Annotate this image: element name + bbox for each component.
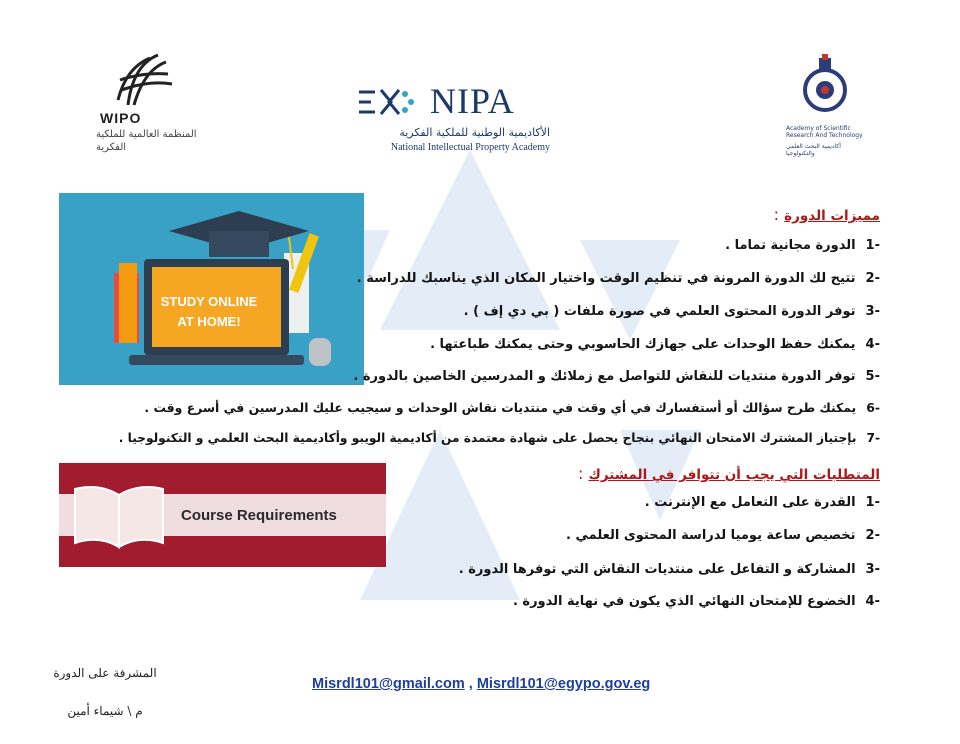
study-online-text: STUDY ONLINE AT HOME! bbox=[160, 294, 258, 329]
feature-item-7: -7بإجتياز المشترك الامتحان النهائي بنجاح يحصل على شهادة معتمدة من أكاديمية الويبو وأكاديمية البحث العلمي و التكنولوجيا . bbox=[118, 431, 880, 445]
requirement-item-1: -1القدرة على التعامل مع الإنترنت . bbox=[644, 495, 880, 510]
laptop-graduation-icon bbox=[59, 193, 364, 385]
requirement-item-4: -4الخضوع للإمتحان النهائي الذي يكون في نهاية الدورة . bbox=[512, 594, 880, 609]
feature-item-3: -3توفر الدورة المحتوى العلمي في صورة ملفات ( بي دي إف ) . bbox=[463, 304, 880, 319]
nipa-arabic-name: الأكاديمية الوطنية للملكية الفكرية bbox=[399, 126, 550, 139]
nipa-english-name: National Intellectual Property Academy bbox=[390, 142, 550, 153]
wipo-name: WIPO bbox=[100, 110, 142, 126]
wipo-globe-icon bbox=[88, 50, 208, 110]
email-link-gmail[interactable]: Misrdl101@gmail.com bbox=[312, 676, 465, 692]
feature-item-6: -6يمكنك طرح سؤالك أو أستفسارك في أي وقت في منتديات نقاش الوحدات و سيجيب عليك المدرسين في أسرع وقت . bbox=[144, 400, 880, 415]
asrt-emblem-icon bbox=[785, 52, 865, 122]
feature-item-2: -2تتيح لك الدورة المرونة في تنظيم الوقت واختيار المكان الذي يناسبك للدراسة . bbox=[356, 271, 880, 286]
requirement-item-3: -3المشاركة و التفاعل على منتديات النقاش التي توفرها الدورة . bbox=[458, 562, 880, 577]
nipa-mark-icon bbox=[355, 82, 425, 122]
study-online-illustration bbox=[59, 193, 364, 385]
wipo-arabic-name: المنظمة العالمية للملكية الفكرية bbox=[96, 129, 197, 153]
feature-item-4: -4يمكنك حفظ الوحدات على جهازك الحاسوبي وحتى يمكنك طباعتها . bbox=[430, 337, 880, 352]
features-heading: مميزات الدورة : bbox=[773, 205, 880, 224]
asrt-arabic-name: أكاديمية البحث العلمي والتكنولوجيا bbox=[786, 143, 841, 157]
email-link-egypo[interactable]: Misrdl101@egypo.gov.eg bbox=[476, 676, 651, 692]
asrt-english-name: Academy of Scientific Research And Technology bbox=[786, 125, 863, 139]
course-requirements-title: Course Requirements bbox=[181, 507, 337, 524]
course-requirements-banner bbox=[59, 463, 386, 567]
open-book-icon bbox=[69, 477, 169, 553]
email-separator: , bbox=[468, 676, 473, 692]
supervisor-name: م \ شيماء أمين bbox=[67, 704, 143, 718]
requirements-heading: المتطلبات التي يجب أن تتوافر في المشترك : bbox=[577, 464, 880, 483]
supervisor-role: المشرفة على الدورة bbox=[53, 666, 157, 680]
feature-item-1: -1الدورة مجانية تماما . bbox=[725, 238, 880, 253]
requirement-item-2: -2تخصيص ساعة يوميا لدراسة المحتوى العلمي . bbox=[566, 528, 880, 543]
contact-emails bbox=[312, 676, 650, 692]
nipa-name: NIPA bbox=[430, 81, 515, 121]
feature-item-5: -5توفر الدورة منتديات للنقاش للتواصل مع زملائك و المدرسين الخاصين بالدورة . bbox=[353, 369, 880, 384]
